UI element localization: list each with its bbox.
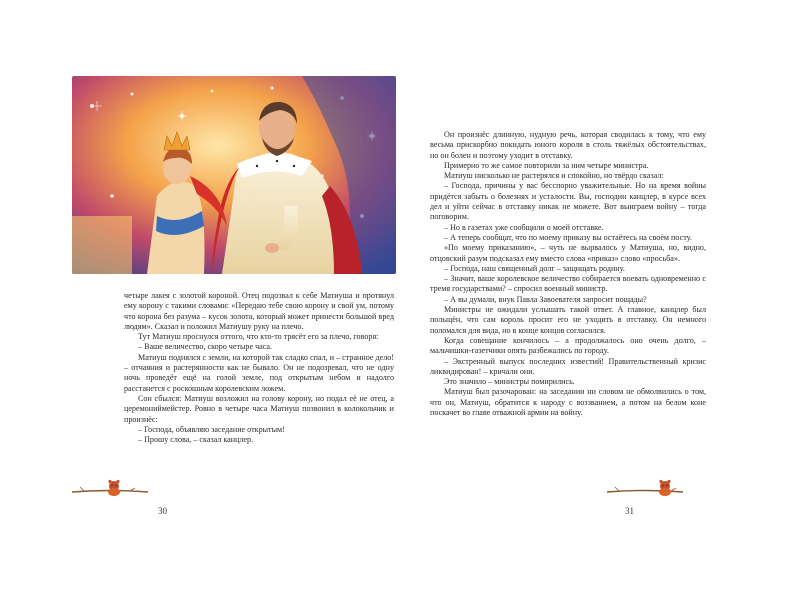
left-page-text <box>124 291 394 445</box>
paragraph: – А теперь сообщат, что по моему приказу вы остаётесь на своём посту. <box>444 232 692 242</box>
paragraph: Сон сбылся: Матиуш возложил на голову корону, но подал её не отец, а церемониймейстер. Ровно в четыре часа Матиуш позвонил в колокольчик и произнёс: <box>124 393 394 424</box>
paragraph: – Прошу слова, – сказал канцлер. <box>138 435 254 445</box>
illustration-king-and-prince <box>72 76 396 274</box>
paragraph: – Ваше величество, скоро четыре часа. <box>138 342 273 352</box>
page-number-left: 30 <box>158 506 167 516</box>
right-page <box>412 70 752 530</box>
teddy-bear-on-branch-icon <box>605 478 685 498</box>
paragraph: Примерно то же самое повторили за ним четыре министра. <box>444 160 649 170</box>
paragraph: Он произнёс длинную, нудную речь, которая сводилась к тому, что ему весьма прискорбно покидать юного короля в столь тяжёлых обстоятельствах, но он болен и поэтому уходит в отставку. <box>430 130 706 160</box>
paragraph: Матиуш был разочарован: на заседании ни словом не обмолвились о том, что он, Матиуш, обратится к народу с воззванием, а потом на белом коне поскачет во главе отважной армии на войну. <box>430 387 706 418</box>
paragraph: четыре лакея с золотой короной. Отец подозвал к себе Матиуша и протянул ему корону с такими словами: «Передаю тебе свою корону и свой ум, потому что корона без разума – кусок золота, который может принести большой вред людям». Сказал и положил Матиушу руку на плечо. <box>124 291 394 331</box>
paragraph: – Экстренный выпуск последних известий! Правительственный кризис ликвидирован! – кричали они. <box>430 356 706 376</box>
paragraph: Тут Матиуш проснулся оттого, что кто-то трясёт его за плечо, говоря: <box>138 332 379 342</box>
paragraph: «По моему приказанию», – чуть не вырвалось у Матиуша, но, видно, отцовский разум подсказал ему вместо слова «приказ» слово «просьба». <box>430 243 706 263</box>
paragraph: Матиуш поднялся с земли, на которой так сладко спал, и – странное дело! – отчаяния и растерянности как не бывало. Он не подозревал, что не одну ночь проведёт ещё на голой земле, под открытым небом и надолго расстанется с роскошным королевским ложем. <box>124 352 394 393</box>
paragraph: – Значит, ваше королевское величество собирается воевать одновременно с тремя государствами? – спросил военный министр. <box>430 274 706 294</box>
paragraph: – Но в газетах уже сообщили о моей отставке. <box>444 222 604 232</box>
paragraph: Матиуш нисколько не растерялся и спокойно, но твёрдо сказал: <box>444 171 664 181</box>
paragraph: Когда совещание кончилось – а продолжалось оно очень долго, – мальчишки-газетчики опять разбежались по городу. <box>430 335 706 356</box>
paragraph: – А вы думали, внук Павла Завоевателя запросит пощады? <box>444 294 647 304</box>
paragraph: – Господа, объявляю заседание открытым! <box>138 424 285 434</box>
left-page <box>68 70 408 530</box>
paragraph: – Господа, наш священный долг – защищать родину. <box>444 263 625 273</box>
paragraph: – Господа, причины у вас бесспорно уважительные. Но на время войны придётся забыть о болезнях и усталости. Вы, господин канцлер, в курсе всех дел и уйти сейчас в отставку никак не можете. Вот выиграем войну – тогда поговорим. <box>430 181 706 222</box>
teddy-bear-on-branch-icon <box>70 478 150 498</box>
page-number-right: 31 <box>625 506 634 516</box>
paragraph: Министры не ожидали услышать такой ответ. А главное, канцлер был польщён, что сам король просит его не уходить в отставку. Он немного поломался для вида, но в конце концов согласился. <box>430 305 706 335</box>
paragraph: Это значило – министры помирились. <box>444 377 575 387</box>
right-page-text <box>430 130 706 418</box>
